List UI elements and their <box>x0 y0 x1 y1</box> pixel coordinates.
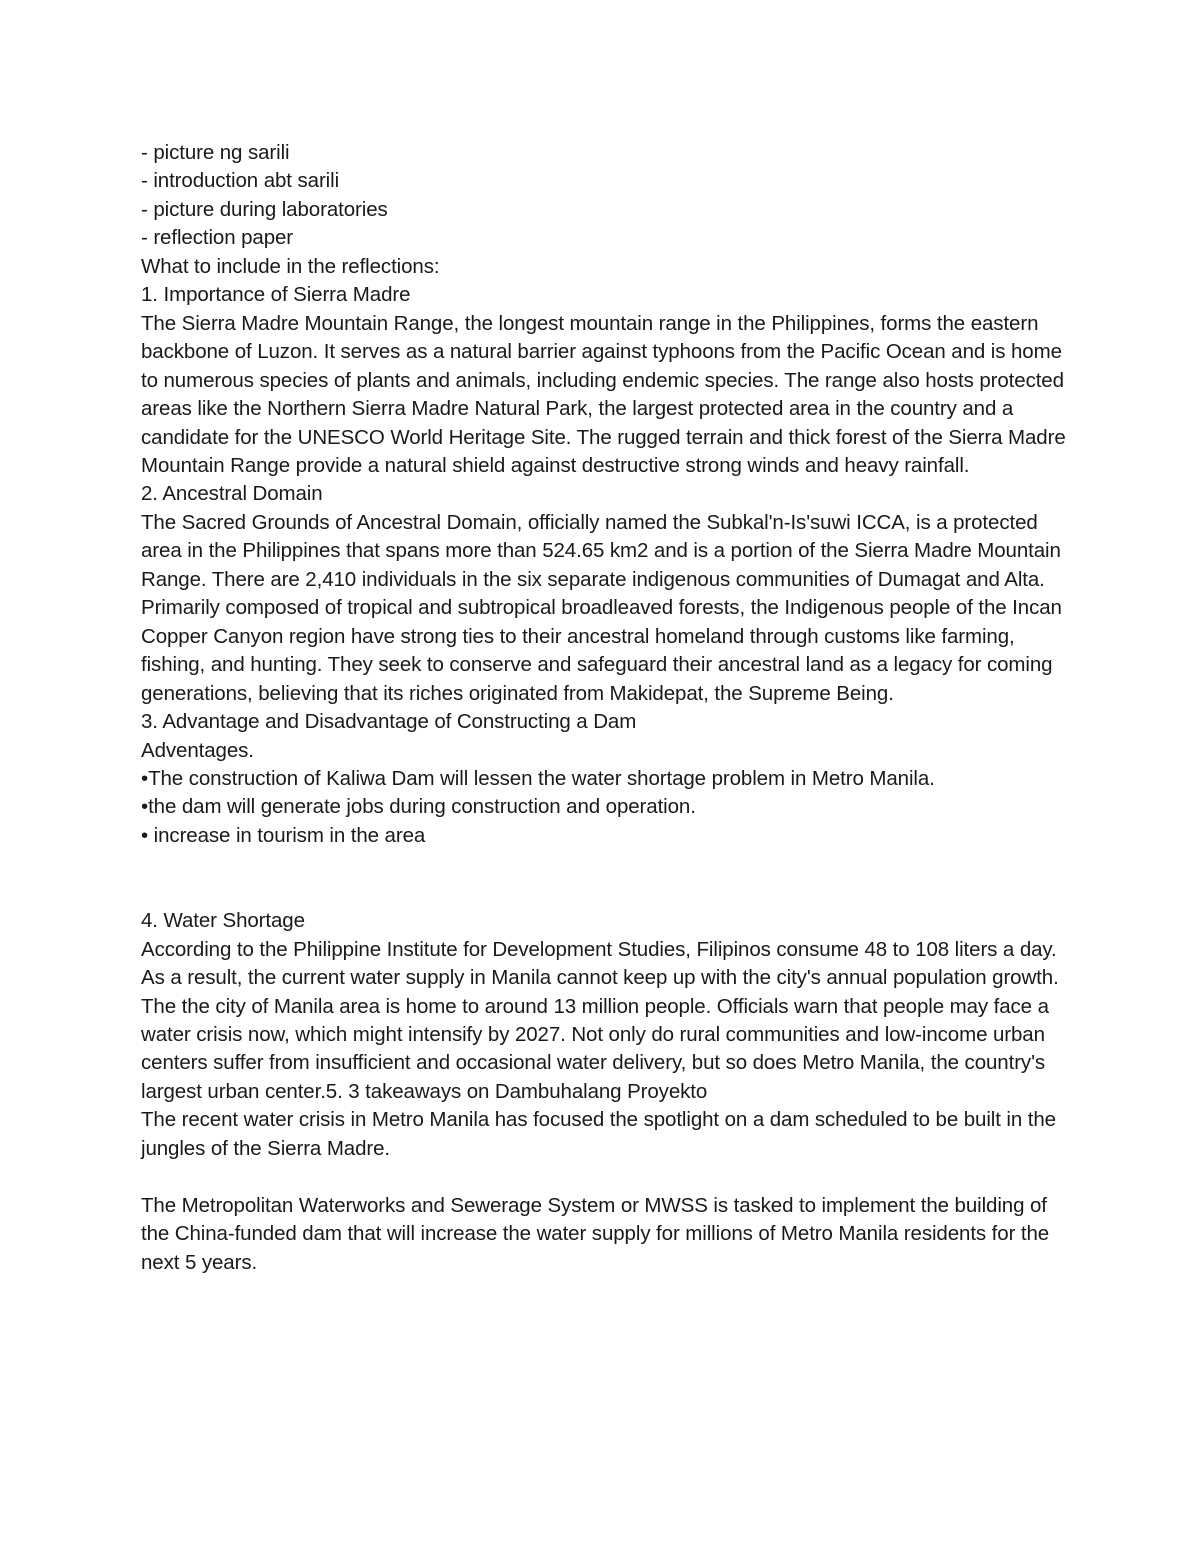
list-item: - picture during laboratories <box>141 197 388 221</box>
section-heading-ancestral-domain: 2. Ancestral Domain <box>141 482 323 506</box>
section-subheading-advantages: Adventages. <box>141 738 254 762</box>
spacer <box>141 850 1066 878</box>
section-heading-dam: 3. Advantage and Disadvantage of Constructing a Dam <box>141 710 637 734</box>
bullet-item: •the dam will generate jobs during construction and operation. <box>141 795 696 819</box>
section-body-ancestral-domain: The Sacred Grounds of Ancestral Domain, officially named the Subkal'n-Is'suwi ICCA, is a protected area in the Philippines that spans more than 524.65 km2 and is a portion of the Sierra Madre Mountain Range. There are 2,410 individuals in the six separate indigenous communities of Dumagat and Alta. Primarily composed of tropical and subtropical broadleaved forests, the Indigenous people of the Incan Copper Canyon region have strong ties to their ancestral homeland through customs like farming, fishing, and hunting. They seek to conserve and safeguard their ancestral land as a legacy for coming generations, believing that its riches originated from Makidepat, the Supreme Being. <box>141 510 1062 705</box>
list-item: - introduction abt sarili <box>141 169 340 193</box>
reflections-intro: What to include in the reflections: <box>141 254 440 278</box>
section-heading-water-shortage: 4. Water Shortage <box>141 909 305 933</box>
document-page <box>141 139 1066 1277</box>
bullet-item: •The construction of Kaliwa Dam will lessen the water shortage problem in Metro Manila. <box>141 766 935 790</box>
takeaway-paragraph: The recent water crisis in Metro Manila has focused the spotlight on a dam scheduled to be built in the jungles of the Sierra Madre. <box>141 1108 1056 1160</box>
list-item: - picture ng sarili <box>141 141 290 164</box>
takeaway-paragraph: The Metropolitan Waterworks and Sewerage System or MWSS is tasked to implement the building of the China-funded dam that will increase the water supply for millions of Metro Manila residents for the next 5 years. <box>141 1193 1050 1274</box>
spacer <box>141 879 1066 907</box>
section-body-importance: The Sierra Madre Mountain Range, the longest mountain range in the Philippines, forms the eastern backbone of Luzon. It serves as a natural barrier against typhoons from the Pacific Ocean and is home to numerous species of plants and animals, including endemic species. The range also hosts protected areas like the Northern Sierra Madre Natural Park, the largest protected area in the country and a candidate for the UNESCO World Heritage Site. The rugged terrain and thick forest of the Sierra Madre Mountain Range provide a natural shield against destructive strong winds and heavy rainfall. <box>141 311 1066 477</box>
bullet-item: • increase in tourism in the area <box>141 823 426 847</box>
list-item: - reflection paper <box>141 226 294 250</box>
spacer <box>141 1163 1066 1191</box>
section-body-water-shortage: According to the Philippine Institute for Development Studies, Filipinos consume 48 to 108 liters a day. As a result, the current water supply in Manila cannot keep up with the city's annual population growth. The the city of Manila area is home to around 13 million people. Officials warn that people may face a water crisis now, which might intensify by 2027. Not only do rural communities and low-income urban centers suffer from insufficient and occasional water delivery, but so does Metro Manila, the country's largest urban center.5. 3 takeaways on Dambuhalang Proyekto <box>141 937 1059 1103</box>
section-heading-importance: 1. Importance of Sierra Madre <box>141 283 411 307</box>
